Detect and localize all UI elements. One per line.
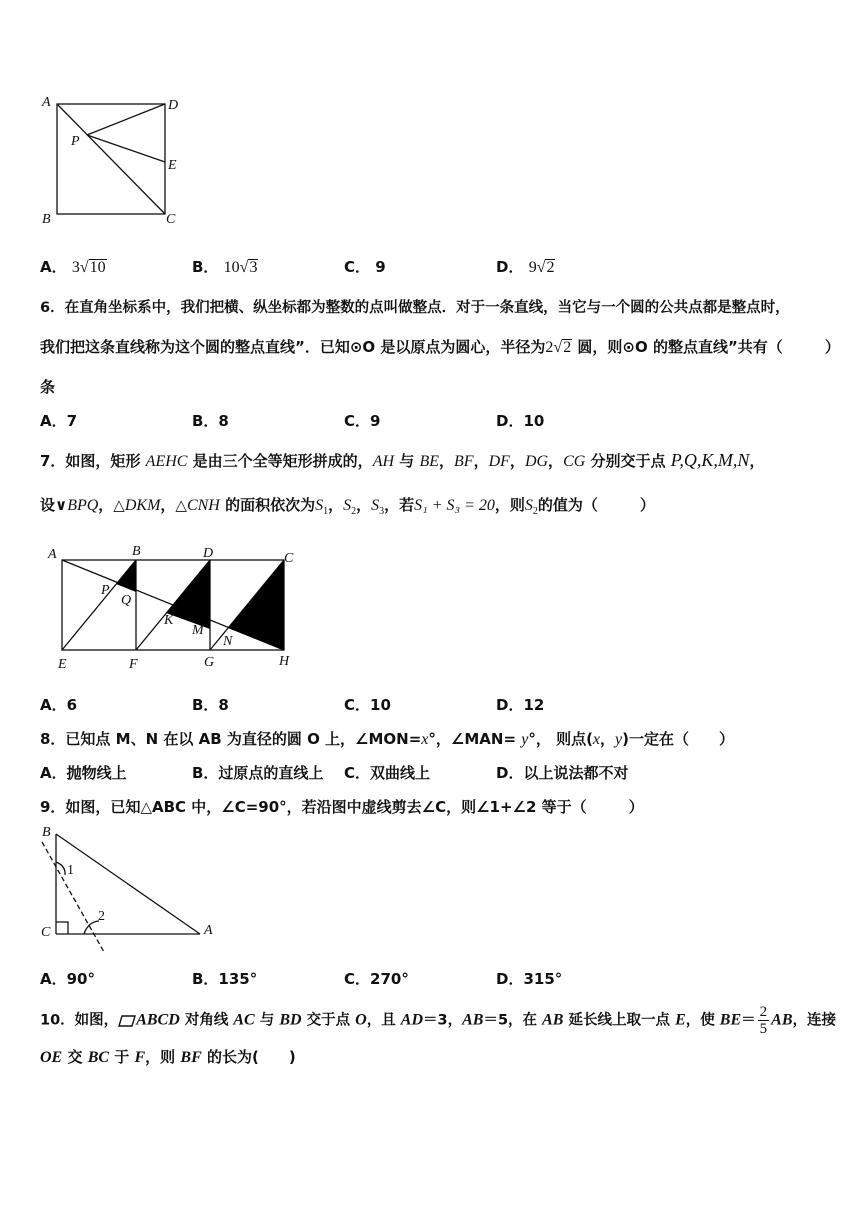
q6-option-b[interactable]: B．8	[192, 412, 229, 430]
q10-text: ，使	[685, 1012, 720, 1029]
math: OE	[40, 1049, 63, 1066]
option-letter: A．	[40, 258, 67, 276]
math: AH	[372, 453, 395, 470]
numerator: 2	[759, 1004, 768, 1020]
q5-option-d[interactable]	[496, 256, 555, 277]
math: AEHC	[145, 453, 188, 470]
q9-option-b[interactable]: B．135°	[192, 970, 258, 988]
sqrt-sign: √	[536, 259, 546, 276]
q7-text: ，△	[160, 496, 187, 514]
math: DF	[488, 453, 510, 470]
q7-text: 的值为（	[537, 496, 598, 514]
q6-text: 圆，则⊙O 的整点直线”共有（	[572, 338, 783, 356]
sqrt-sign: √	[553, 339, 563, 356]
label-E: E	[168, 158, 177, 173]
radicand: 2	[546, 259, 555, 276]
math: BF	[454, 453, 474, 470]
label-B: B	[132, 544, 141, 559]
math: y	[615, 731, 623, 748]
label-C: C	[166, 212, 176, 227]
sqrt-sign: √	[239, 259, 249, 276]
q6-option-c[interactable]: C．9	[344, 412, 381, 430]
q8-option-a[interactable]: A．抛物线上	[40, 764, 127, 782]
option-letter: B．	[192, 258, 219, 276]
q5-option-b[interactable]	[192, 256, 258, 277]
option-letter: D．	[496, 258, 524, 276]
q10-text: 交	[62, 1048, 88, 1066]
subscript: 3	[379, 506, 385, 517]
radicand: 10	[89, 259, 106, 276]
denominator: 5	[759, 1021, 768, 1037]
q7-text: ，	[509, 452, 525, 470]
math: CNH	[186, 497, 220, 514]
coefficient: 9	[528, 259, 537, 276]
math: BD	[279, 1011, 302, 1029]
q10-text: ，连接	[792, 1012, 836, 1029]
math: BF	[180, 1049, 202, 1066]
q7-line1	[40, 450, 764, 471]
coefficient: 3	[71, 259, 80, 276]
q8-option-c[interactable]: C．双曲线上	[344, 764, 431, 782]
label-B: B	[42, 212, 51, 227]
q7-text: ，	[439, 452, 455, 470]
q9-option-d[interactable]: D．315°	[496, 970, 563, 988]
q6-option-d[interactable]: D．10	[496, 412, 545, 430]
q6-option-a[interactable]: A．7	[40, 412, 78, 430]
math: AC	[233, 1011, 255, 1029]
math: S₁ + S₃ = 20	[414, 497, 495, 514]
math: S	[524, 497, 533, 514]
option-value: 9	[375, 258, 386, 276]
q10-text: 与	[254, 1012, 280, 1029]
q8-text: ）	[719, 730, 735, 748]
q10-text: ，且	[366, 1012, 401, 1029]
q10-text: ＝3，	[423, 1012, 463, 1029]
coefficient: 2	[545, 339, 554, 356]
math: AB	[771, 1011, 793, 1029]
parallelogram-icon	[118, 1015, 136, 1027]
math: AB	[462, 1011, 484, 1029]
label-D: D	[168, 98, 179, 113]
label-N: N	[223, 634, 233, 649]
q7-text: ，	[749, 452, 765, 470]
math: BC	[87, 1049, 110, 1066]
label-F: F	[129, 657, 138, 672]
q5-option-a[interactable]	[40, 256, 107, 277]
math: ABCD	[136, 1011, 180, 1029]
q10-line1	[40, 1004, 836, 1037]
q10-text: 对角线	[179, 1012, 234, 1029]
math: E	[675, 1011, 686, 1029]
math: P,Q,K,M,N	[670, 450, 750, 470]
fraction	[758, 1004, 770, 1037]
q10-text: 延长线上取一点	[563, 1012, 676, 1029]
label-Q: Q	[121, 593, 132, 608]
math: BPQ	[67, 497, 99, 514]
subscript: 2	[532, 506, 538, 517]
q9-line1	[40, 796, 644, 817]
q10-text: 于	[109, 1048, 135, 1066]
label-A: A	[42, 95, 51, 110]
q7-text: 与	[394, 452, 420, 470]
math: S	[343, 497, 352, 514]
q7-text: 分别交于点	[585, 452, 671, 470]
subscript: 1	[323, 506, 329, 517]
label-E: E	[58, 657, 67, 672]
q5-figure	[38, 92, 198, 232]
q9-option-c[interactable]: C．270°	[344, 970, 409, 988]
q8-text: ，	[600, 730, 616, 748]
q7-text: ，若	[384, 496, 415, 514]
label-G: G	[204, 655, 215, 670]
q6-text: ）	[824, 338, 840, 356]
q8-text: )一定在（	[622, 730, 690, 748]
math: x	[592, 731, 601, 748]
q10-text: ，则	[145, 1048, 181, 1066]
label-B: B	[42, 825, 51, 840]
math: BE	[719, 1011, 742, 1029]
q7-option-c[interactable]: C．10	[344, 696, 391, 714]
label-A: A	[204, 923, 213, 938]
math: CG	[563, 453, 586, 470]
q7-option-d[interactable]: D．12	[496, 696, 545, 714]
q7-text: ，△	[98, 496, 125, 514]
q8-text: °， 则点(	[528, 730, 593, 748]
label-P: P	[71, 134, 80, 149]
q7-text: ，	[473, 452, 489, 470]
math: S	[371, 497, 380, 514]
q8-text: 8．已知点 M、N 在以 AB 为直径的圆 O 上，∠MON=	[40, 730, 422, 748]
q6-text: 我们把这条直线称为这个圆的整点直线”．已知⊙O 是以原点为圆心，半径为	[40, 338, 546, 356]
q7-option-b[interactable]: B．8	[192, 696, 229, 714]
q6-line1: 6．在直角坐标系中，我们把横、纵坐标都为整数的点叫做整点．对于一条直线，当它与一个圆的公共点都是整点时，	[40, 300, 790, 316]
q5-option-c[interactable]	[344, 256, 386, 277]
q8-line1	[40, 728, 734, 749]
label-M: M	[192, 623, 204, 638]
q8-text: °，∠MAN=	[428, 730, 522, 748]
radicand: 2	[563, 339, 572, 356]
q10-text: ＝	[741, 1012, 756, 1029]
q10-text: 交于点	[301, 1012, 356, 1029]
math: y	[521, 731, 529, 748]
q9-text: ）	[628, 798, 644, 816]
math: DG	[524, 453, 549, 470]
q10-text: 的长为(	[201, 1048, 259, 1066]
q10-line2	[40, 1046, 296, 1067]
q8-option-d[interactable]: D．以上说法都不对	[496, 764, 629, 782]
label-C: C	[284, 551, 294, 566]
q7-line2: 设∨BPQ，△DKM，△CNH 的面积依次为$S_1$，$S_2$，$S_3$，若S₁ + S₃ = 20，则$S_2$的值为（ ）	[40, 496, 655, 517]
q9-figure	[36, 822, 226, 952]
q9-option-a[interactable]: A．90°	[40, 970, 95, 988]
label-A: A	[48, 547, 57, 562]
coefficient: 10	[223, 259, 240, 276]
q7-text: ，	[548, 452, 564, 470]
label-K: K	[164, 613, 174, 628]
subscript: 2	[351, 506, 357, 517]
label-D: D	[203, 546, 214, 561]
q10-text: )	[288, 1048, 296, 1066]
q7-text: 是由三个全等矩形拼成的，	[187, 452, 373, 470]
q7-text: 的面积依次为	[219, 496, 316, 514]
label-angle-1: 1	[67, 863, 74, 878]
q7-text: 7．如图，矩形	[40, 452, 146, 470]
q10-text: ＝5，在	[483, 1012, 543, 1029]
label-C: C	[41, 925, 51, 940]
math: O	[355, 1011, 367, 1029]
label-angle-2: 2	[98, 909, 105, 924]
math: F	[134, 1049, 146, 1066]
math: AB	[542, 1011, 564, 1029]
q7-text: 设∨	[40, 496, 68, 514]
q6-line3: 条	[40, 378, 56, 396]
math: S	[315, 497, 324, 514]
q7-option-a[interactable]: A．6	[40, 696, 78, 714]
math: BE	[419, 453, 440, 470]
q7-text: ，则	[494, 496, 525, 514]
label-H: H	[279, 654, 290, 669]
option-letter: C．	[344, 258, 371, 276]
math: DKM	[124, 497, 161, 514]
q7-text: ）	[639, 496, 655, 514]
sqrt-sign: √	[79, 259, 89, 276]
q9-text: 9．如图，已知△ABC 中，∠C=90°，若沿图中虚线剪去∠C，则∠1+∠2 等于（	[40, 798, 587, 816]
math: AD	[400, 1011, 424, 1029]
q8-option-b[interactable]: B．过原点的直线上	[192, 764, 324, 782]
q6-line2	[40, 336, 840, 357]
q7-figure	[44, 542, 304, 672]
label-P: P	[101, 583, 110, 598]
q10-text: 10．如图，	[40, 1012, 119, 1029]
radicand: 3	[249, 259, 258, 276]
math: x	[421, 731, 429, 748]
